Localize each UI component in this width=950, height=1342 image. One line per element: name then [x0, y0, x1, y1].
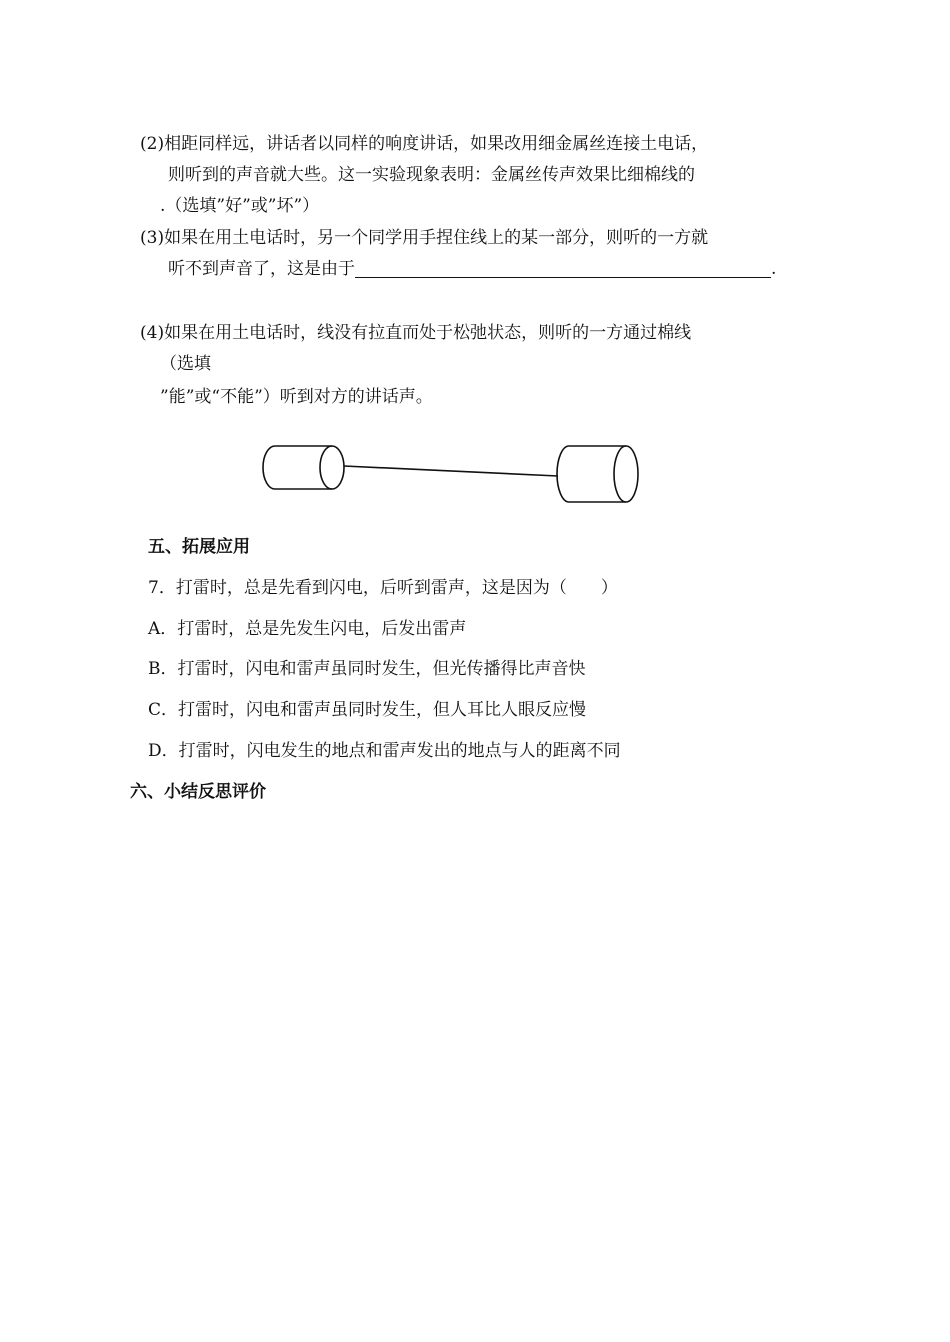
section-6-heading: 六、小结反思评价: [130, 782, 266, 802]
option-c[interactable]: C．打雷时，闪电和雷声虽同时发生，但人耳比人眼反应慢: [148, 700, 587, 720]
option-d[interactable]: D．打雷时，闪电发生的地点和雷声发出的地点与人的距离不同: [148, 741, 621, 761]
left-can: [263, 446, 344, 489]
q2-line-3: .（选填”好”或”坏”）: [160, 196, 320, 216]
section-5-heading: 五、拓展应用: [148, 537, 250, 557]
right-can: [557, 446, 638, 502]
q2-line-1: (2)相距同样远，讲话者以同样的响度讲话，如果改用细金属丝连接土电话，: [140, 134, 709, 154]
q3-line-1: (3)如果在用土电话时，另一个同学用手捏住线上的某一部分，则听的一方就: [140, 228, 709, 248]
option-b[interactable]: B．打雷时，闪电和雷声虽同时发生，但光传播得比声音快: [148, 659, 586, 679]
q3-line-2-text: 听不到声音了，这是由于: [168, 259, 355, 279]
q4-line-3: ”能”或“不能”）听到对方的讲话声。: [160, 387, 433, 407]
question-7: 7．打雷时，总是先看到闪电，后听到雷声，这是因为（ ）: [148, 578, 618, 598]
option-a[interactable]: A．打雷时，总是先发生闪电，后发出雷声: [148, 619, 467, 639]
telephone-string: [344, 466, 558, 476]
q4-line-1: (4)如果在用土电话时，线没有拉直而处于松弛状态，则听的一方通过棉线: [140, 323, 692, 343]
q3-line-2-period: .: [771, 259, 777, 279]
q2-line-2: 则听到的声音就大些。这一实验现象表明：金属丝传声效果比细棉线的: [168, 165, 695, 185]
q4-line-2: （选填: [160, 354, 211, 374]
